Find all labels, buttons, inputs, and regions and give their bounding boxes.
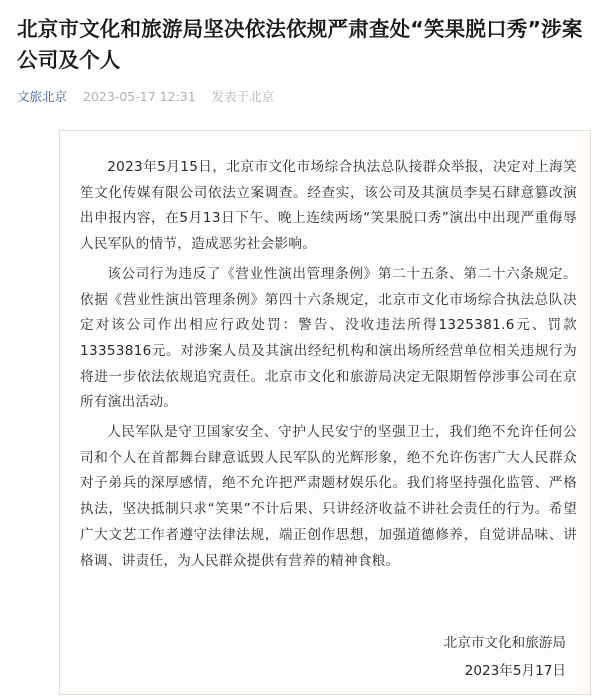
notice-image [59,130,591,695]
signature-organization: 北京市文化和旅游局 [443,635,566,651]
article-meta [17,88,274,106]
publish-time: 2023-05-17 12:31 [83,89,196,104]
notice-paragraph-3: 人民军队是守卫国家安全、守护人民安宁的坚强卫士，我们绝不允许任何公司和个人在首都舞台肆意诋毁人民军队的光辉形象，绝不允许伤害广大人民群众对子弟兵的深厚感情，绝不允许把严肃题材娱乐化。我们将坚持强化监管、严格执法，坚决抵制只求“笑果”不计后果、只讲经济收益不讲社会责任的行为。希望广大文艺工作者遵守法律法规，端正创作思想，加强道德修养，自觉讲品味、讲格调、讲责任，为人民群众提供有营养的精神食粮。 [80,424,577,569]
notice-paragraph-2: 该公司行为违反了《营业性演出管理条例》第二十五条、第二十六条规定。依据《营业性演出管理条例》第四十六条规定，北京市文化市场综合执法总队决定对该公司作出相应行政处罚：警告、没收违法所得1325381.6元、罚款13353816元。对涉案人员及其演出经纪机构和演出场所经营单位相关违规行为将进一步依法依规追究责任。北京市文化和旅游局决定无限期暂停涉事公司在京所有演出活动。 [80,265,577,411]
publish-location: 发表于北京 [211,89,275,104]
source-account-link[interactable]: 文旅北京 [17,89,68,104]
signature-date: 2023年5月17日 [464,663,566,679]
notice-body [80,155,577,578]
article-title: 北京市文化和旅游局坚决依法依规严肃查处“笑果脱口秀”涉案公司及个人 [17,17,583,72]
notice-paragraph-1: 2023年5月15日，北京市文化市场综合执法总队接群众举报，决定对上海笑笙文化传媒有限公司依法立案调查。经查实，该公司及其演员李昊石肆意篡改演出申报内容，在5月13日下午、晚上连续两场“笑果脱口秀”演出中出现严重侮辱人民军队的情节，造成恶劣社会影响。 [80,159,577,253]
